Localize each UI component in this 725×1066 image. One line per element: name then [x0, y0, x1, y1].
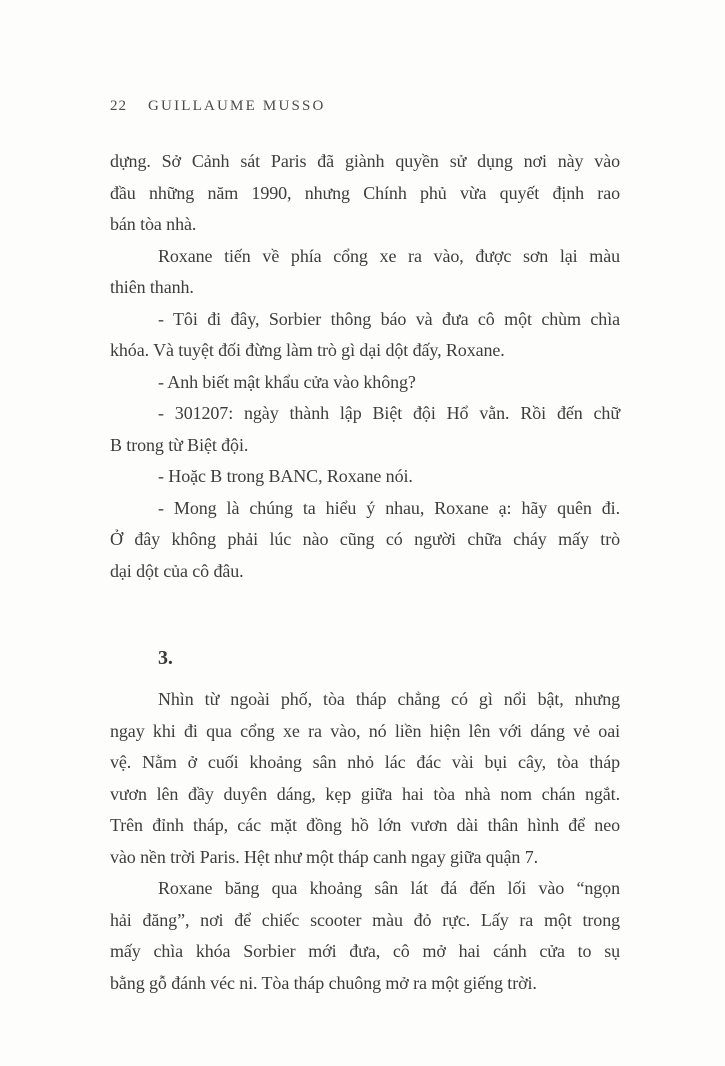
paragraph	[110, 367, 620, 399]
paragraph	[110, 241, 620, 304]
text-line: Roxane băng qua khoảng sân lát đá đến lối vào “ngọn	[158, 878, 620, 898]
text-line: Nhìn từ ngoài phố, tòa tháp chẳng có gì nổi bật, nhưng	[158, 689, 620, 709]
running-header	[110, 98, 620, 115]
text-line: đầu những năm 1990, nhưng Chính phủ vừa quyết định rao	[110, 182, 620, 203]
section-heading: 3.	[158, 647, 173, 669]
paragraph	[110, 461, 620, 493]
page-number: 22	[110, 98, 127, 114]
paragraph	[110, 684, 620, 873]
text-line: ngay khi đi qua cổng xe ra vào, nó liền hiện lên với dáng vẻ oai	[110, 720, 620, 741]
page-body	[110, 146, 620, 999]
paragraph	[110, 304, 620, 367]
text-line: - 301207: ngày thành lập Biệt đội Hổ vằn. Rồi đến chữ	[158, 403, 620, 423]
text-line: - Tôi đi đây, Sorbier thông báo và đưa cô một chùm chìa	[158, 308, 620, 329]
paragraph	[110, 146, 620, 241]
paragraph	[110, 398, 620, 461]
text-line: dựng. Sở Cảnh sát Paris đã giành quyền sử dụng nơi này vào	[110, 151, 620, 171]
text-line: vệ. Nằm ở cuối khoảng sân nhỏ lác đác vài bụi cây, tòa tháp	[110, 752, 620, 772]
text-line: Trên đỉnh tháp, các mặt đồng hồ lớn vươn dài thân hình để neo	[110, 815, 620, 835]
text-line: - Anh biết mật khẩu cửa vào không?	[158, 371, 416, 392]
running-head-author: GUILLAUME MUSSO	[148, 98, 326, 114]
text-line: thiên thanh.	[110, 277, 194, 297]
text-line: Ở đây không phải lúc nào cũng có người chữa cháy mấy trò	[110, 529, 620, 549]
paragraph	[110, 493, 620, 588]
text-line: Roxane tiến về phía cổng xe ra vào, được sơn lại màu	[158, 245, 620, 266]
text-line: bằng gỗ đánh véc ni. Tòa tháp chuông mở ra một giếng trời.	[110, 972, 537, 993]
text-line: vươn lên đầy duyên dáng, kẹp giữa hai tòa nhà nom chán ngắt.	[110, 783, 620, 804]
text-line: mấy chìa khóa Sorbier mới đưa, cô mở hai cánh cửa to sụ	[110, 941, 620, 961]
text-line: vào nền trời Paris. Hệt như một tháp canh ngay giữa quận 7.	[110, 846, 539, 867]
text-line: - Hoặc B trong BANC, Roxane nói.	[158, 466, 413, 486]
paragraph	[110, 873, 620, 999]
text-line: bán tòa nhà.	[110, 214, 197, 234]
text-line: hải đăng”, nơi để chiếc scooter màu đỏ rực. Lấy ra một trong	[110, 909, 620, 930]
text-line: - Mong là chúng ta hiểu ý nhau, Roxane ạ: hãy quên đi.	[158, 497, 620, 518]
text-line: khóa. Và tuyệt đối đừng làm trò gì dại dột đấy, Roxane.	[110, 340, 505, 360]
text-line: B trong từ Biệt đội.	[110, 434, 249, 455]
text-line: dại dột của cô đâu.	[110, 560, 244, 581]
